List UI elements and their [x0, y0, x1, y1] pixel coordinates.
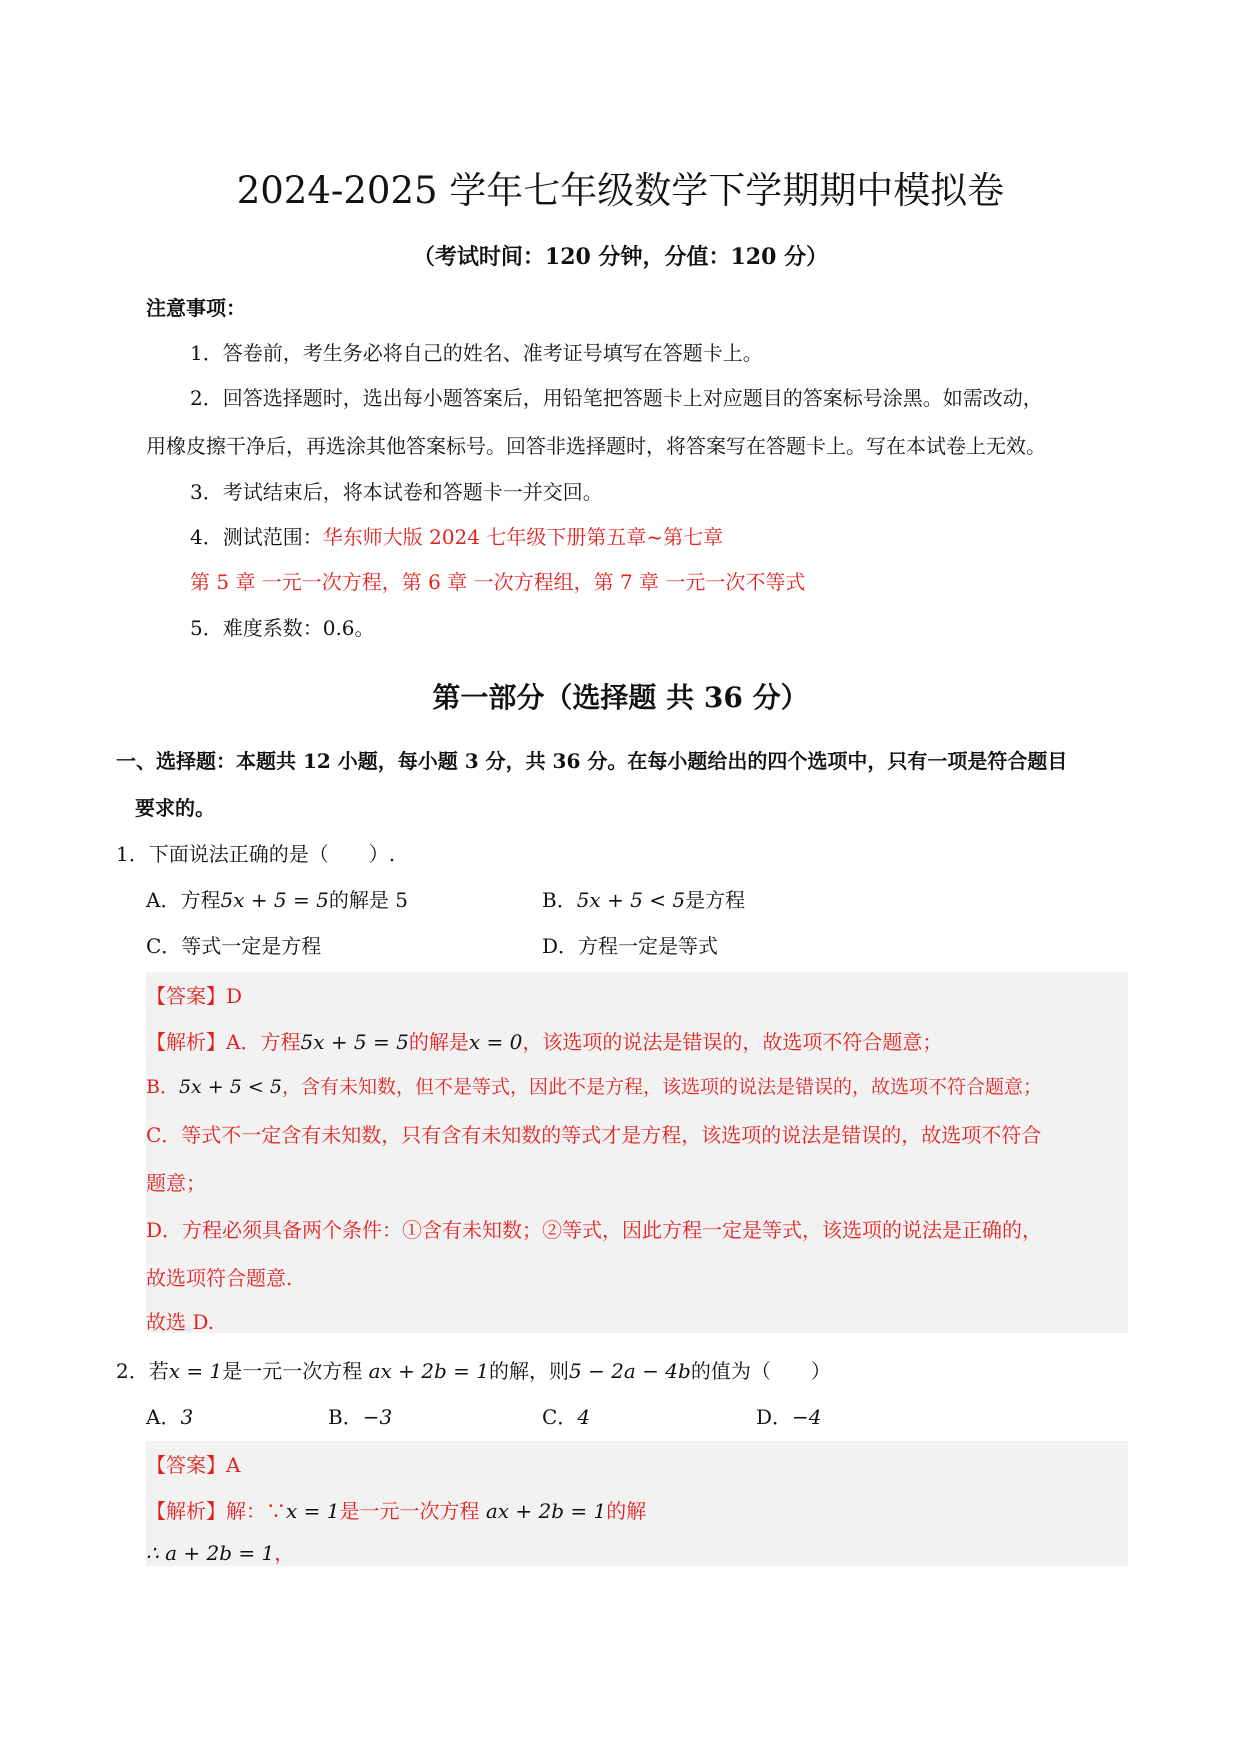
q1-option-b-math: 5x + 5 < 5: [576, 888, 686, 912]
q1-analysis-a-math2: x = 0: [468, 1030, 523, 1054]
q2-analysis-math1: x = 1: [286, 1499, 340, 1523]
q2-option-c-value: 4: [577, 1405, 591, 1429]
q2-stem-math2: ax + 2b = 1: [368, 1359, 489, 1383]
test-range: 华东师大版 2024 七年级下册第五章~第七章: [322, 525, 724, 549]
notice-item-2b: 用橡皮擦干净后，再选涂其他答案标号。回答非选择题时，将答案写在答题卡上。写在本试卷上无效。: [146, 434, 1046, 458]
q1-option-d: D．方程一定是等式: [542, 934, 719, 958]
q1-answer-value: D: [226, 984, 243, 1008]
q1-option-b-suffix: 是方程: [685, 888, 746, 912]
q1-analysis-a-text2: 的解是: [408, 1030, 469, 1054]
q1-answer: [146, 980, 242, 1009]
q2-option-a-value: 3: [180, 1405, 194, 1429]
q1-answer-label: 【答案】: [146, 984, 226, 1008]
exam-title: 2024-2025 学年七年级数学下学期期中模拟卷: [236, 169, 1005, 212]
q1-option-a-prefix: A．方程: [146, 888, 221, 912]
section-heading-b: 要求的。: [135, 796, 215, 820]
q1-analysis-b: [146, 1072, 1042, 1099]
q2-stem-math3: 5 − 2a − 4b: [568, 1359, 691, 1383]
q1-analysis-b-math: 5x + 5 < 5: [178, 1076, 282, 1098]
notice-item-4-prefix: 4．测试范围：: [190, 525, 323, 549]
q2-stem-math1: x = 1: [168, 1359, 223, 1383]
q1-analysis-end: 故选 D.: [146, 1310, 215, 1334]
q1-analysis-a: [146, 1026, 942, 1055]
q2-analysis-text3: 的解: [606, 1499, 647, 1523]
q1-analysis-a-text1: A．方程: [226, 1030, 301, 1054]
q2-option-b: [328, 1401, 392, 1430]
q1-analysis-d2: 故选项符合题意.: [146, 1266, 293, 1290]
notice-item-1: 1．答卷前，考生务必将自己的姓名、准考证号填写在答题卡上。: [190, 341, 763, 365]
q2-analysis-text1: 解：∵: [226, 1499, 286, 1523]
q2-option-c-label: C．: [542, 1405, 578, 1429]
q1-answer-box: [146, 972, 1128, 1333]
q2-analysis-label: 【解析】: [146, 1499, 226, 1523]
q2-analysis-line2-end: ，: [274, 1541, 295, 1565]
q2-analysis-line2: [146, 1537, 294, 1566]
q1-option-a-suffix: 的解是 5: [328, 888, 408, 912]
q2-stem-text2: 是一元一次方程: [222, 1359, 363, 1383]
notice-item-2a: 2．回答选择题时，选出每小题答案后，用铅笔把答题卡上对应题目的答案标号涂黑。如需改动，: [190, 386, 1043, 410]
q1-analysis-label: 【解析】: [146, 1030, 226, 1054]
q2-option-d-value: −4: [792, 1405, 822, 1429]
q1-analysis-b-text2: ，含有未知数，但不是等式，因此不是方程，该选项的说法是错误的，故选项不符合题意；: [281, 1076, 1042, 1098]
q2-stem-text3: 的解，则: [488, 1359, 569, 1383]
test-chapters: 第 5 章 一元一次方程，第 6 章 一次方程组，第 7 章 一元一次不等式: [190, 570, 806, 594]
q1-analysis-a-math1: 5x + 5 = 5: [300, 1030, 409, 1054]
q2-analysis-math2: ax + 2b = 1: [485, 1499, 607, 1523]
section-heading-a: 一、选择题：本题共 12 小题，每小题 3 分，共 36 分。在每小题给出的四个选项中，只有一项是符合题目: [116, 749, 1068, 773]
q2-option-a: [146, 1401, 193, 1430]
q1-analysis-c1: C．等式不一定含有未知数，只有含有未知数的等式才是方程，该选项的说法是错误的，故选项不符合: [146, 1123, 1042, 1147]
notice-item-5: 5．难度系数：0.6。: [190, 616, 375, 640]
q1-stem: 1．下面说法正确的是（ ）.: [116, 842, 396, 866]
notice-item-3: 3．考试结束后，将本试卷和答题卡一并交回。: [190, 480, 603, 504]
exam-subtitle: （考试时间：120 分钟，分值：120 分）: [412, 244, 829, 270]
q2-option-a-label: A．: [146, 1405, 181, 1429]
q2-option-c: [542, 1401, 590, 1430]
q1-option-b-prefix: B．: [542, 888, 577, 912]
q1-option-a-math: 5x + 5 = 5: [220, 888, 329, 912]
q1-analysis-a-text3: ，该选项的说法是错误的，故选项不符合题意；: [522, 1030, 943, 1054]
q2-answer-value: A: [226, 1453, 241, 1477]
part-one-title: 第一部分（选择题 共 36 分）: [432, 681, 809, 714]
q2-stem-text4: 的值为（ ）: [690, 1359, 831, 1383]
q1-analysis-b-text1: B．: [146, 1076, 179, 1098]
q2-analysis-text2: 是一元一次方程: [339, 1499, 480, 1523]
q2-analysis-line2-math: ∴ a + 2b = 1: [146, 1541, 275, 1565]
q2-option-d: [756, 1401, 822, 1430]
notice-item-4: [190, 521, 723, 550]
q1-analysis-c2: 题意；: [146, 1171, 206, 1195]
q2-option-b-value: −3: [362, 1405, 393, 1429]
q1-option-b: [542, 884, 745, 913]
q1-option-a: [146, 884, 408, 913]
q2-stem: [116, 1355, 831, 1384]
q1-analysis-d1: D．方程必须具备两个条件：①含有未知数；②等式，因此方程一定是等式，该选项的说法是正确的，: [146, 1218, 1043, 1242]
q2-answer: [146, 1449, 240, 1478]
q2-analysis-line1: [146, 1495, 646, 1524]
q2-answer-box: [146, 1441, 1128, 1566]
notice-heading: 注意事项：: [146, 296, 246, 320]
q2-stem-text1: 2．若: [116, 1359, 169, 1383]
q2-option-d-label: D．: [756, 1405, 793, 1429]
q1-option-c: C．等式一定是方程: [146, 934, 322, 958]
q2-option-b-label: B．: [328, 1405, 363, 1429]
q2-answer-label: 【答案】: [146, 1453, 226, 1477]
